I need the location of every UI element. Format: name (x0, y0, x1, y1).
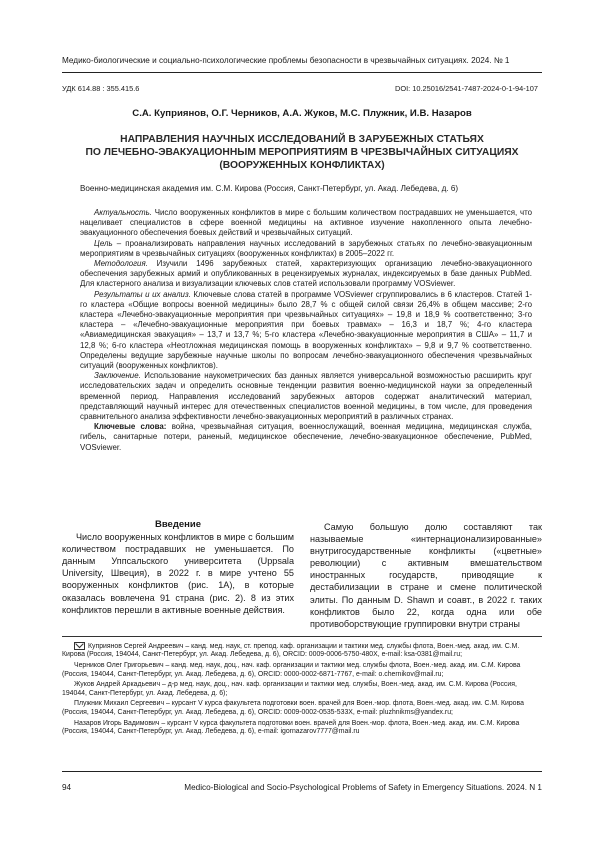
body-column-left (62, 519, 294, 616)
abstract-goal (80, 239, 532, 259)
body-column-right (310, 521, 542, 630)
conclusion-lead: Заключение. (94, 371, 141, 381)
title-line: ПО ЛЕЧЕБНО-ЭВАКУАЦИОННЫМ МЕРОПРИЯТИЯМ В ЧРЕЗВЫЧАЙНЫХ СИТУАЦИЯХ (85, 147, 519, 158)
footnote-author-2: Черников Олег Григорьевич – канд. мед. наук, доц., нач. каф. организации и тактики мед. службы флота, Воен.-мед. акад. им. С.М. Кирова (Россия, 194044, Санкт-Петербург, ул. Акад. Лебедева, д. 6), ORCID: 0000-0002-6871-7767, e-mail: o.chernikov@mail.ru; (62, 662, 521, 678)
footnote-author-5: Назаров Игорь Вадимович – курсант V курса факультета подготовки воен. врачей для Воен.-мор. флота, Воен.-мед. акад. им. С.М. Кирова (Россия, 194044, Санкт-Петербург, ул. Акад. Лебедева, д. 6), e-mail: igornazarov7777@mail.ru (62, 719, 520, 736)
keywords-lead: Ключевые слова: (94, 422, 167, 432)
footnotes (62, 642, 542, 739)
title-line: (ВООРУЖЕННЫХ КОНФЛИКТАХ) (219, 160, 385, 171)
envelope-icon (74, 642, 85, 650)
authors: С.А. Куприянов, О.Г. Черников, А.А. Жуков, М.С. Плужник, И.В. Назаров (132, 108, 472, 119)
goal-lead: Цель (94, 238, 113, 248)
footnote-author-1: Куприянов Сергей Андреевич – канд. мед. наук, ст. препод. каф. организации и тактики мед. службы флота, Воен.-мед. акад. им. С.М. Кирова (Россия, 194044, Санкт-Петербург, ул. Акад. Лебедева, д. 6), ORCID: 0009-0006-5750-480X, e-mail: ksa-0381@mail.ru; (62, 642, 520, 659)
doi[interactable]: DOI: 10.25016/2541-7487-2024-0-1-94-107 (395, 84, 538, 93)
results-lead: Результаты и их анализ. (94, 289, 191, 299)
running-head: Медико-биологические и социально-психологические проблемы безопасности в чрезвычайных ситуациях. 2024. № 1 (62, 56, 510, 65)
results-text: Ключевые слова статей в программе VOSviewer сгруппировались в 6 кластеров. Статей 1-го кластера «Общие вопросы военной медицины» было 28,7 % с общей силой связи 26,4% в общем массиве; 2-го кластера «Лечебно-эвакуационные мероприятия при чрезвычайных ситуациях» – 19,8 и 18,9 % соответственно; 3-го кластера – «Лечебно-эвакуационные мероприятия при боевых травмах» – 16,3 и 18,7 %; 4-го кластера «Авиамедицинская эвакуация» – 13,7 и 13,7 %; 5-го кластера «Лечебно-эвакуационные мероприятия в США» – 11,7 и 12,8 %; 6-го кластера «Неотложная медицинская помощь в вооруженных конфликтах» – 9,8 и 9,7 % соответственно. Определены ведущие зарубежные научные школы по вопросам лечебно-эвакуационного обеспечения чрезвычайных ситуаций (вооруженных конфликтов). (80, 289, 532, 371)
udc-code: УДК 614.88 : 355.415.6 (62, 84, 140, 93)
header-rule (62, 72, 542, 73)
title-line: НАПРАВЛЕНИЯ НАУЧНЫХ ИССЛЕДОВАНИЙ В ЗАРУБЕЖНЫХ СТАТЬЯХ (120, 134, 484, 145)
relevance-lead: Актуальность. (94, 208, 152, 217)
article-title (62, 133, 542, 172)
abstract-conclusion (80, 371, 532, 422)
footnote-rule (62, 636, 542, 637)
abstract-methods (80, 259, 532, 290)
body-paragraph: Самую большую долю составляют так называемые «интернационализированные» внутригосударственные конфликты («цветные» революции) с активным вмешательством иностранных государств, приводящие к дестабилизации в стране и смене политической элиты. По данным D. Shawn и соавт., в 2022 г. таких конфликтов было 22, когда одна или обе противоборствующие группировки внутри страны (310, 522, 542, 629)
running-foot: Medico-Biological and Socio-Psychological Problems of Safety in Emergency Situations. 2024. N 1 (184, 783, 542, 792)
intro-heading: Введение (154, 519, 202, 530)
abstract-keywords (80, 422, 532, 453)
footnote-author-4: Плужник Михаил Сергеевич – курсант V курса факультета подготовки воен. врачей для Воен.-мор. флота, Воен.-мед. акад. им. С.М. Кирова (Россия, 194044, Санкт-Петербург, ул. Акад. Лебедева, д. 6), ORCID: 0009-0002-0535-533X, e-mail: pluzhnikms@yandex.ru; (62, 700, 524, 716)
methods-text: Изучили 1496 зарубежных статей, характеризующих организацию лечебно-эвакуационного обеспечения зарубежных армий и опубликованных в рецензируемых журналах, индексируемых в базе данных PubMed. Для кластерного анализа и визуализации ключевых слов статей использовали программу VOSviewer. (80, 259, 532, 289)
page-number: 94 (62, 783, 72, 792)
footnote-author-3: Жуков Андрей Аркадьевич – д-р мед. наук, доц., нач. каф. организации и тактики мед. службы, Воен.-мед. акад. им. С.М. Кирова (Россия, 194044, Санкт-Петербург, ул. Акад. Лебедева, д. 6); (62, 681, 517, 697)
keywords-text: война, чрезвычайная ситуация, военнослужащий, военная медицина, медицинская служба, гибель, санитарные потери, раненый, медицинское обеспечение, лечебно-эвакуационное обеспечение, PubMed, VOSviewer. (80, 422, 533, 452)
footer-rule (62, 771, 542, 772)
relevance-text: Число вооруженных конфликтов в мире с большим количеством пострадавших не уменьшается, что нацеливает специалистов в сфере военной медицины на активное изучение накопленного опыта лечебно-эвакуационного обеспечения боевых действий и чрезвычайных ситуаций. (80, 208, 532, 238)
intro-paragraph: Число вооруженных конфликтов в мире с большим количеством пострадавших не уменьшается. По данным Уппсальского университета (Uppsala University, Швеция), в 2022 г. в мире учтено 55 вооруженных конфликтов (рис. 1А), в которые оказалась вовлечена 91 страна (рис. 2). 8 из этих конфликтов перешли в активные военные действия. (62, 532, 294, 615)
abstract-relevance (80, 208, 532, 239)
abstract-results (80, 290, 532, 372)
conclusion-text: Использование наукометрических баз данных является универсальной возможностью расширить круг исследовательских задач и определить основные тенденции развития военно-медицинской науки за определенный временной период. Направления исследований зарубежных авторов содержат аналитический материал, представляющий научный интерес для отечественных специалистов военной медицины, в том числе, для проведения сравнительного анализа эффективности лечебно-эвакуационных мероприятий в различных странах. (80, 371, 532, 422)
goal-text: – проанализировать направления научных исследований в зарубежных статьях по лечебно-эвакуационным мероприятиям в чрезвычайных ситуациях (вооруженных конфликтах) в 2005–2022 гг. (80, 238, 532, 258)
methods-lead: Методология. (94, 259, 148, 269)
affiliation: Военно-медицинская академия им. С.М. Кирова (Россия, Санкт-Петербург, ул. Акад. Лебедева, д. 6) (80, 184, 459, 193)
abstract (80, 208, 532, 453)
